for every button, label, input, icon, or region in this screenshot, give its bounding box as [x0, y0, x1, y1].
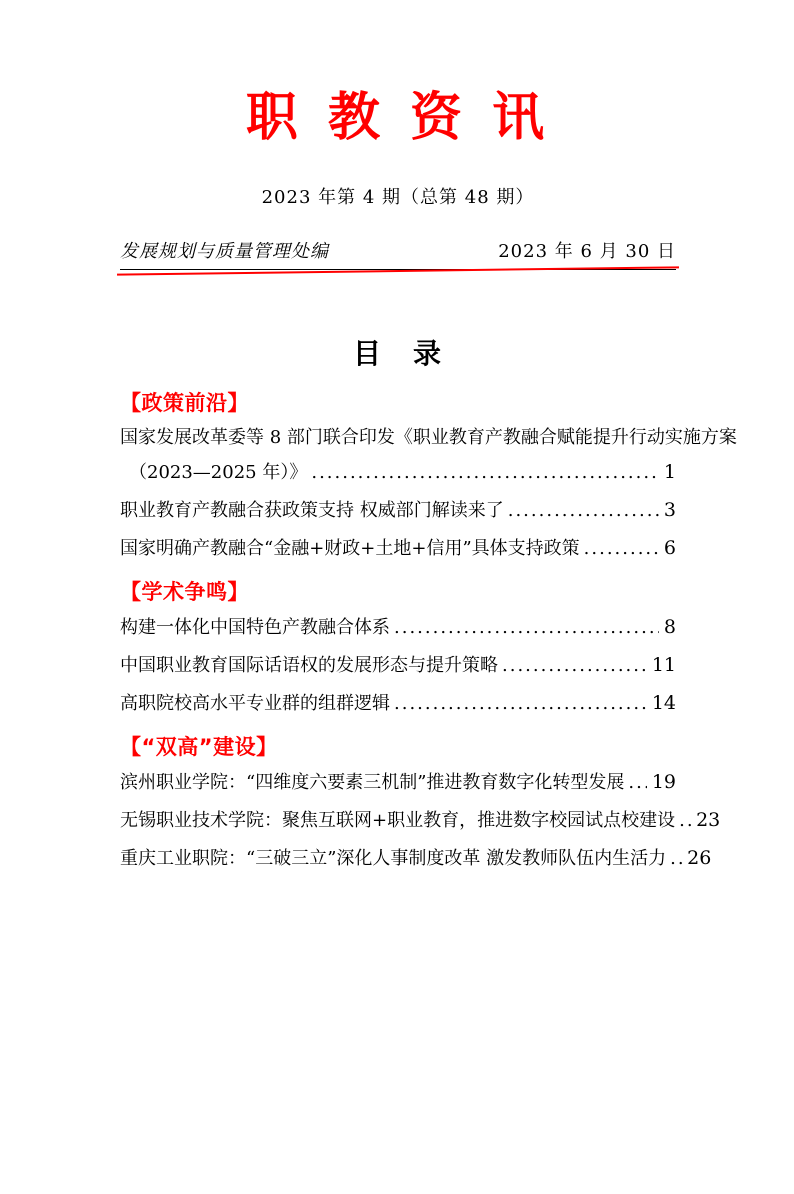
page-number: 1 — [663, 461, 676, 483]
toc-entry-title-continued: （2023—2025 年）》 — [129, 462, 308, 483]
toc-entry — [120, 808, 721, 833]
toc-entry — [120, 770, 676, 795]
section-header: 【学术争鸣】 — [120, 580, 249, 604]
toc-entry-title: 高职院校高水平专业群的组群逻辑 — [120, 693, 390, 714]
page-number: 6 — [663, 537, 676, 559]
toc-section-shuanggao — [120, 732, 721, 871]
page-number: 3 — [663, 499, 676, 521]
toc-entry-title: 中国职业教育国际话语权的发展形态与提升策略 — [120, 655, 498, 676]
toc-entry — [120, 498, 676, 523]
dot-leader — [311, 461, 659, 485]
toc-entry-title: 构建一体化中国特色产教融合体系 — [120, 617, 390, 638]
publication-info-row — [120, 240, 676, 270]
issue-number: 2023 年第 4 期（总第 48 期） — [261, 187, 535, 208]
dot-leader — [394, 616, 659, 640]
dot-leader — [679, 809, 691, 833]
toc-section-academic — [120, 577, 676, 716]
page-number: 11 — [651, 654, 676, 676]
page-number: 26 — [687, 847, 712, 869]
dot-leader — [670, 847, 682, 871]
section-header: 【“双高”建设】 — [120, 735, 278, 759]
page-number: 14 — [651, 692, 676, 714]
toc-entry — [120, 536, 676, 561]
toc-heading: 目 录 — [352, 337, 443, 370]
red-underline — [117, 266, 679, 276]
dot-leader — [584, 537, 659, 561]
document-page — [0, 86, 794, 1194]
page-number: 19 — [651, 771, 676, 793]
toc-entry — [120, 846, 712, 871]
toc-entry — [120, 691, 676, 716]
toc-entry-title: 国家明确产教融合“金融+财政+土地+信用”具体支持政策 — [120, 538, 580, 559]
editor-credit: 发展规划与质量管理处编 — [120, 241, 329, 262]
toc-entry — [120, 426, 737, 485]
toc-entry — [120, 653, 676, 678]
section-header: 【政策前沿】 — [120, 391, 249, 415]
toc-entry-title: 职业教育产教融合获政策支持 权威部门解读来了 — [120, 500, 504, 521]
page-number: 8 — [663, 616, 676, 638]
dot-leader — [394, 692, 647, 716]
page-title: 职 教 资 讯 — [245, 87, 551, 148]
toc-entry-title: 国家发展改革委等 8 部门联合印发《职业教育产教融合赋能提升行动实施方案 — [120, 427, 737, 448]
dot-leader — [508, 499, 659, 523]
dot-leader — [502, 654, 647, 678]
toc-entry-title: 无锡职业技术学院：聚焦互联网+职业教育，推进数字校园试点校建设 — [120, 810, 676, 831]
publication-date: 2023 年 6 月 30 日 — [498, 241, 676, 262]
toc-section-policy — [120, 388, 737, 561]
toc-entry-title: 重庆工业职院：“三破三立”深化人事制度改革 激发教师队伍内生活力 — [120, 848, 667, 869]
page-number: 23 — [696, 809, 721, 831]
dot-leader — [628, 771, 646, 795]
toc-entry-title: 滨州职业学院：“四维度六要素三机制”推进教育数字化转型发展 — [120, 772, 625, 793]
toc-entry — [120, 615, 676, 640]
